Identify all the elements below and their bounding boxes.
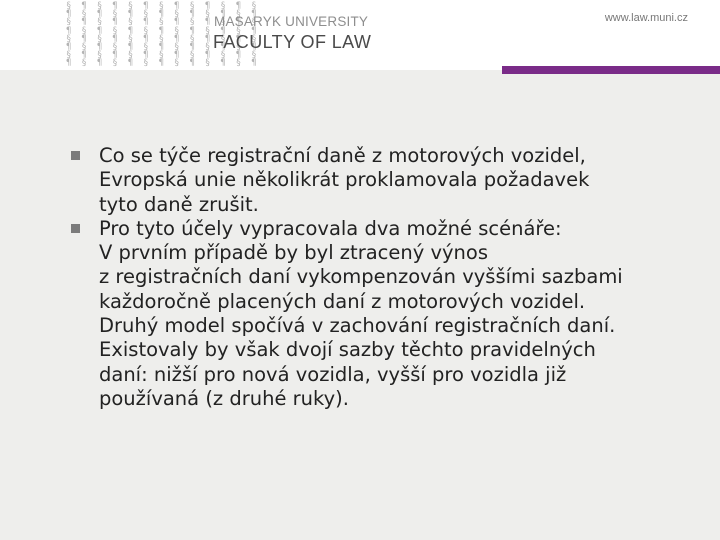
bullet-square-icon bbox=[71, 151, 80, 160]
accent-bar bbox=[502, 66, 720, 74]
bullet-line: Druhý model spočívá v zachování registračních daní. bbox=[99, 314, 616, 338]
bullet-line: daní: nižší pro nová vozidla, vyšší pro vozidla již bbox=[99, 362, 567, 386]
bullet-line: používaná (z druhé ruky). bbox=[99, 386, 349, 410]
slide-header bbox=[0, 0, 720, 70]
bullet-line: tyto daně zrušit. bbox=[99, 192, 259, 216]
logo-pattern: § ¶ § ¶ § ¶ § ¶ § ¶ § ¶ § ¶ § ¶ § ¶ § ¶ § ¶ § ¶ § ¶ § ¶ § ¶ § ¶ § ¶ § ¶ § ¶ § ¶ § ¶ § ¶ § ¶ § ¶ § ¶ § ¶ § ¶ § ¶ § ¶ § ¶ § ¶ § ¶ § ¶ § ¶ § ¶ § ¶ § ¶ § ¶ § ¶ § ¶ § ¶ § ¶ § ¶ § ¶ § ¶ § ¶ § ¶ § ¶ § ¶ § ¶ § ¶ § ¶ bbox=[66, 1, 259, 69]
bullet-square-icon bbox=[71, 224, 80, 233]
slide-content bbox=[70, 144, 710, 411]
bullet-item bbox=[70, 217, 710, 411]
bullet-line: Pro tyto účely vypracovala dva možné scénáře: bbox=[99, 216, 562, 240]
bullet-line: Existovaly by však dvojí sazby těchto pravidelných bbox=[99, 338, 596, 362]
bullet-line: z registračních daní vykompenzován vyššími sazbami bbox=[99, 265, 623, 289]
bullet-line: Co se týče registrační daně z motorových vozidel, bbox=[99, 144, 586, 167]
bullet-item bbox=[70, 144, 710, 217]
university-name: MASARYK UNIVERSITY bbox=[214, 14, 369, 29]
bullet-line: V prvním případě by byl ztracený výnos bbox=[99, 241, 489, 265]
bullet-line: každoročně placených daní z motorových vozidel. bbox=[99, 289, 586, 313]
bullet-line: Evropská unie několikrát proklamovala požadavek bbox=[99, 168, 590, 192]
faculty-name: FACULTY OF LAW bbox=[213, 32, 372, 52]
website-url: www.law.muni.cz bbox=[604, 12, 688, 24]
